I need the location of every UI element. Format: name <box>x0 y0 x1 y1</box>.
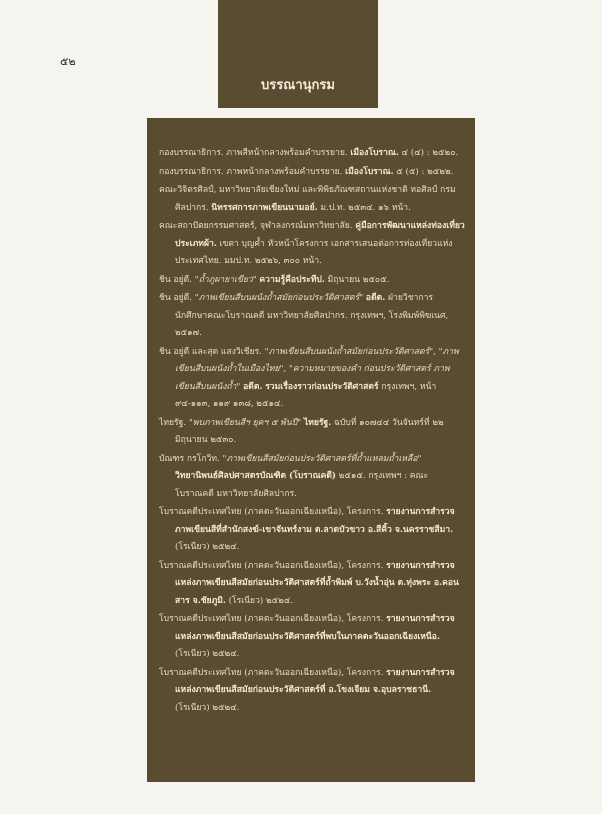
bibliography-entry <box>159 611 465 664</box>
entry-text: โบราณคดีประเทศไทย (ภาคตะวันออกเฉียงเหนือ), โครงการ. <box>159 667 387 678</box>
entry-article-title: "ภาพเขียนสีสมัยก่อนประวัติศาสตร์ที่ถ้ำแหลมถ้ำเหลือ" <box>222 453 422 464</box>
entry-text: มิถุนายน ๒๕๐๕. <box>324 274 390 285</box>
entry-title: คู่มือการพัฒนาแหล่งท่องเที่ยวประเภทผ้า. <box>175 221 465 249</box>
entry-text: ๔ (๔) : ๒๕๒๐. <box>398 148 459 158</box>
entry-title: วิทยานิพนธ์ศิลปศาสตรบัณฑิต (โบราณคดี) <box>175 471 336 481</box>
bibliography-panel <box>147 118 475 782</box>
bibliography-entry <box>159 272 465 290</box>
entry-article-title: "ภาพเขียนสีบนผนังถ้ำสมัยก่อนประวัติศาสตร์", "ภาพเขียนสีบนผนังถ้ำในเมืองไทย", "ความหมายของคำ ก่อนประวัติศาสตร์ ภาพเขียนสีบนผนังถ้ำ" <box>175 346 459 392</box>
entry-text: (โรเนียว) ๒๕๒๔. <box>175 702 240 713</box>
entry-text: คณะวิจิตรศิลป์, มหาวิทยาลัยเชียงใหม่ และพิพิธภัณฑสถานแห่งชาติ หอศิลป์ กรมศิลปากร. <box>159 185 456 213</box>
bibliography-entry <box>159 164 465 182</box>
entry-title: รายงานการสำรวจแหล่งภาพเขียนสีสมัยก่อนประวัติศาสตร์ที่ถ้ำพิมพ์ บ.วังน้ำอุ่น ต.ทุ่งพระ อ.คอนสาร จ.ชัยภูมิ. <box>175 560 459 606</box>
entry-text: ชิน อยู่ดี และสุด แสงวิเชียร. <box>159 346 265 357</box>
entry-text: ไทยรัฐ. <box>159 417 189 428</box>
entry-text: ฝ่ายวิชาการนักศึกษาคณะโบราณคดี มหาวิทยาลัยศิลปากร. กรุงเทพฯ, โรงพิมพ์พิฆเนศ, ๒๕๑๗. <box>175 293 449 338</box>
entry-text: กองบรรณาธิการ. ภาพหน้ากลางพร้อมคำบรรยาย. <box>159 166 346 177</box>
entry-article-title: "ถ้ำภูผายาเขียว" <box>194 274 257 285</box>
bibliography-entry <box>159 290 465 343</box>
bibliography-entry <box>159 558 465 611</box>
entry-text: เขตา บุญค้ำ หัวหน้าโครงการ เอกสารเสนอต่อการท่องเที่ยวแห่งประเทศไทย. มมป.ท. ๒๕๒๖, ๓๐๐ หน้า. <box>175 238 453 266</box>
page-number: ๕๒ <box>60 55 76 68</box>
bibliography-entry <box>159 415 465 450</box>
entry-text: ๕ (๕) : ๒๕๒๒. <box>393 166 454 177</box>
bibliography-entry <box>159 665 465 718</box>
entry-title: อดีต. <box>243 381 263 392</box>
entry-title: รายงานการสำรวจภาพเขียนสีที่สำนักสงฆ์-เขาจันทร์งาม ต.ลาดบัวขาว อ.สีคิ้ว จ.นครราชสีมา. <box>175 507 455 535</box>
bibliography-list <box>147 118 475 717</box>
entry-article-title: "พบภาพเขียนสีฯ ยุคฯ ๕ พันปี" <box>188 417 302 428</box>
entry-title: เมืองโบราณ. <box>350 148 399 158</box>
entry-text: ฉบับที่ ๑๐๗๔๔ วันจันทร์ที่ ๒๒ มิถุนายน ๒๕๓๐. <box>175 417 444 445</box>
entry-text: โบราณคดีประเทศไทย (ภาคตะวันออกเฉียงเหนือ), โครงการ. <box>159 614 387 624</box>
bibliography-entry <box>159 344 465 414</box>
bibliography-entry <box>159 218 465 271</box>
entry-text: บัณฑร กรโกวิท. <box>159 453 223 464</box>
entry-text: กรุงเทพฯ, หน้า ๙๔-๑๑๓, ๑๑๙ ๑๓๘, ๒๕๑๔. <box>175 381 437 409</box>
entry-title: เมืองโบราณ. <box>345 166 394 177</box>
entry-title: ไทยรัฐ. <box>303 417 332 428</box>
entry-text: ม.ป.ท. ๒๕๓๔. ๑๖ หน้า. <box>317 202 411 213</box>
entry-text: กองบรรณาธิการ. ภาพสีหน้ากลางพร้อมคำบรรยาย. <box>159 148 351 158</box>
entry-title: รวมเรื่องราวก่อนประวัติศาสตร์ <box>265 381 379 392</box>
entry-text: (โรเนียว) ๒๕๒๔. <box>175 649 240 659</box>
entry-text: (โรเนียว) ๒๕๒๔. <box>225 595 294 606</box>
entry-title: รายงานการสำรวจแหล่งภาพเขียนสีสมัยก่อนประวัติศาสตร์ที่ อ.โขงเจียม จ.อุบลราชธานี. <box>175 667 455 695</box>
entry-text: โบราณคดีประเทศไทย (ภาคตะวันออกเฉียงเหนือ), โครงการ. <box>159 507 387 517</box>
bibliography-entry <box>159 145 465 163</box>
bibliography-entry <box>159 182 465 217</box>
entry-title: นิทรรศการภาพเขียนนามอย์. <box>211 202 318 213</box>
entry-title: ความรู้คือประทีป. <box>259 274 325 285</box>
entry-text: (โรเนียว) ๒๕๒๔. <box>175 542 240 552</box>
section-title: บรรณานุกรม <box>261 78 335 93</box>
entry-text: โบราณคดีประเทศไทย (ภาคตะวันออกเฉียงเหนือ), โครงการ. <box>159 560 387 571</box>
entry-text: คณะสถาปัตยกรรมศาสตร์, จุฬาลงกรณ์มหาวิทยาลัย. <box>159 221 356 231</box>
bibliography-entry <box>159 451 465 504</box>
section-header-tab <box>218 0 378 108</box>
entry-text: ๒๕๑๕. กรุงเทพฯ : คณะโบราณคดี มหาวิทยาลัยศิลปากร. <box>175 471 429 499</box>
bibliography-entry <box>159 504 465 557</box>
entry-text: ชิน อยู่ดี. <box>159 293 195 303</box>
entry-article-title: "ภาพเขียนสีบนผนังถ้ำสมัยก่อนประวัติศาสตร์" <box>194 293 364 303</box>
entry-title: อดีต. <box>365 293 386 303</box>
entry-text: ชิน อยู่ดี. <box>159 274 195 285</box>
entry-title: รายงานการสำรวจแหล่งภาพเขียนสีสมัยก่อนประวัติศาสตร์ที่พบในภาคตะวันออกเฉียงเหนือ. <box>175 614 455 642</box>
